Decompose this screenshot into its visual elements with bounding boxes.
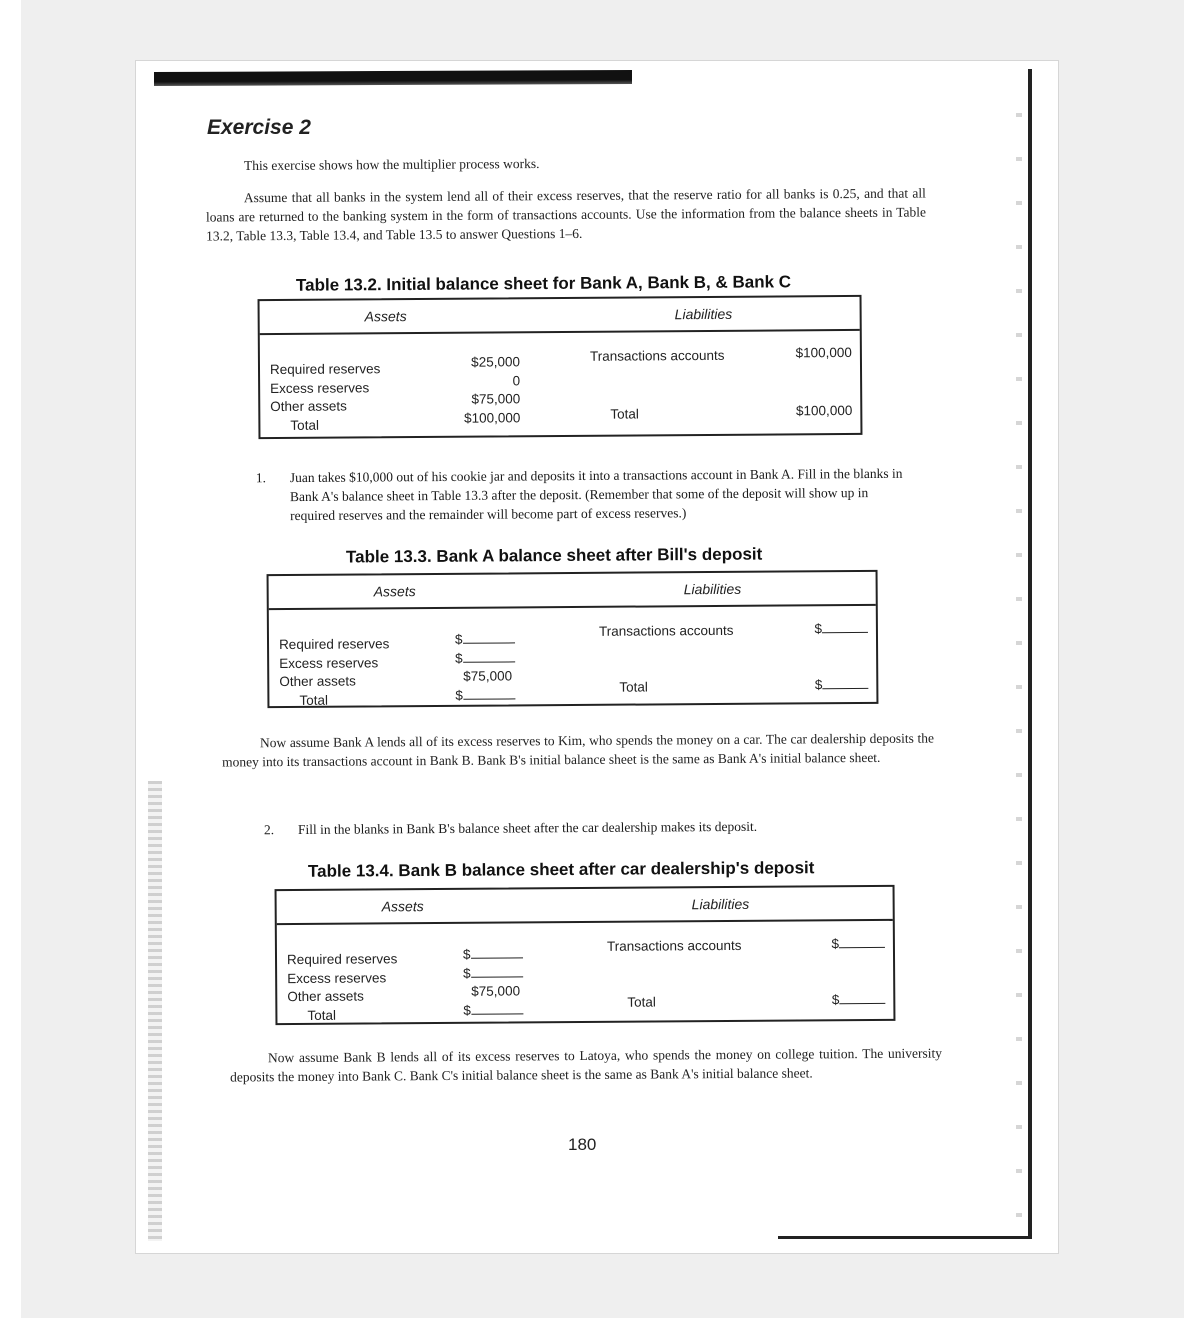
blank-required-reserves[interactable]: $ <box>463 945 523 964</box>
scanned-page <box>135 60 1059 1254</box>
page-number: 180 <box>568 1135 597 1154</box>
row-label: Total <box>290 417 319 433</box>
row-label: Required reserves <box>269 361 381 378</box>
table-13-4 <box>275 885 896 1025</box>
row-label: Other assets <box>279 673 356 690</box>
liabilities-header: Liabilities <box>683 580 742 598</box>
blank-transactions[interactable]: $ <box>814 620 868 636</box>
transactions-label: Transactions accounts <box>598 622 734 639</box>
blank-total-assets[interactable]: $ <box>455 686 515 705</box>
asset-labels <box>279 635 390 710</box>
liabilities-total-label: Total <box>619 679 648 695</box>
scan-bottom-edge <box>778 1236 1032 1239</box>
row-label: Excess reserves <box>287 969 387 986</box>
asset-values <box>430 353 521 428</box>
assets-header: Assets <box>364 308 407 325</box>
blank-liabilities-total[interactable]: $ <box>815 676 869 692</box>
row-label: Excess reserves <box>270 379 370 396</box>
value-total-assets: $100,000 <box>463 409 521 426</box>
table-13-3 <box>267 570 879 708</box>
row-label: Other assets <box>287 988 364 1005</box>
blank-total-assets[interactable]: $ <box>463 1001 523 1020</box>
liabilities-total-label: Total <box>610 406 639 422</box>
table-header <box>277 887 893 925</box>
transactions-value: $100,000 <box>795 344 852 361</box>
table-header <box>269 572 876 610</box>
blank-liabilities-total[interactable]: $ <box>832 991 886 1007</box>
table-13-2-title: Table 13.2. Initial balance sheet for Bank A, Bank B, & Bank C <box>295 272 792 295</box>
assets-header: Assets <box>373 583 416 600</box>
liabilities-header: Liabilities <box>674 305 733 323</box>
transactions-label: Transactions accounts <box>589 347 725 364</box>
liabilities-total-value: $100,000 <box>795 402 853 419</box>
blank-excess-reserves[interactable]: $ <box>455 649 515 668</box>
row-label: Excess reserves <box>279 654 379 671</box>
row-label: Total <box>307 1007 336 1023</box>
liabilities-total-label: Total <box>627 994 656 1010</box>
blank-excess-reserves[interactable]: $ <box>463 964 523 983</box>
question-number: 1. <box>255 470 267 486</box>
question-text: Juan takes $10,000 out of his cookie jar and deposits it into a transactions account in Bank A. Fill in the blanks in Bank A's balance sheet in Table 13.3 after the deposit. (Remember that some of the deposit will show up in required reserves and the remainder will become part of excess reserves.) <box>289 465 903 524</box>
row-label: Required reserves <box>286 951 398 968</box>
intro-paragraph: This exercise shows how the multiplier process works. <box>243 155 540 174</box>
question-1 <box>256 464 916 526</box>
row-label: Total <box>299 692 329 708</box>
asset-labels <box>270 360 381 435</box>
assets-header: Assets <box>381 898 424 915</box>
scan-left-edge <box>148 781 162 1241</box>
table-13-2 <box>258 295 863 439</box>
blank-required-reserves[interactable]: $ <box>455 630 515 649</box>
value-excess-reserves: 0 <box>512 372 521 388</box>
scan-noise <box>1016 73 1022 1233</box>
table-13-4-title: Table 13.4. Bank B balance sheet after car dealership's deposit <box>307 858 815 881</box>
scan-top-bar <box>154 70 632 86</box>
value-other-assets: $75,000 <box>471 391 521 407</box>
value-other-assets: $75,000 <box>463 668 513 684</box>
asset-blanks <box>455 630 515 704</box>
row-label: Required reserves <box>278 636 390 653</box>
narrative-paragraph: Now assume Bank B lends all of its excess reserves to Latoya, who spends the money on college tuition. The university deposits the money into Bank C. Bank C's initial balance sheet is the same as Bank A's initial balance sheet. <box>230 1045 942 1085</box>
row-label: Other assets <box>270 398 347 415</box>
assumption-paragraph: Assume that all banks in the system lend all of their excess reserves, that the reserve ratio for all banks is 0.25, and that all loans are returned to the banking system in the form of transactions accounts. Use the information from the balance sheets in Table 13.2, Table 13.3, Table 13.4, and Table 13.5 to answer Questions 1–6. <box>205 185 927 244</box>
liabilities-header: Liabilities <box>691 895 750 913</box>
asset-labels <box>287 950 398 1025</box>
scan-right-edge <box>1028 69 1032 1239</box>
question-2 <box>264 816 904 839</box>
table-13-3-title: Table 13.3. Bank A balance sheet after Bill's deposit <box>345 544 763 567</box>
narrative-paragraph: Now assume Bank A lends all of its excess reserves to Kim, who spends the money on a car. The car dealership deposits the money into its transactions account in Bank B. Bank B's initial balance sheet is the same as Bank A's initial balance sheet. <box>222 730 934 770</box>
question-text: Fill in the blanks in Bank B's balance sheet after the car dealership makes its deposit. <box>297 818 758 837</box>
value-other-assets: $75,000 <box>471 983 521 999</box>
value-required-reserves: $25,000 <box>471 354 521 370</box>
blank-transactions[interactable]: $ <box>831 935 885 951</box>
table-header <box>260 297 860 335</box>
exercise-title: Exercise 2 <box>207 116 311 139</box>
question-number: 2. <box>263 822 275 838</box>
transactions-label: Transactions accounts <box>606 937 742 954</box>
asset-blanks <box>463 945 523 1019</box>
